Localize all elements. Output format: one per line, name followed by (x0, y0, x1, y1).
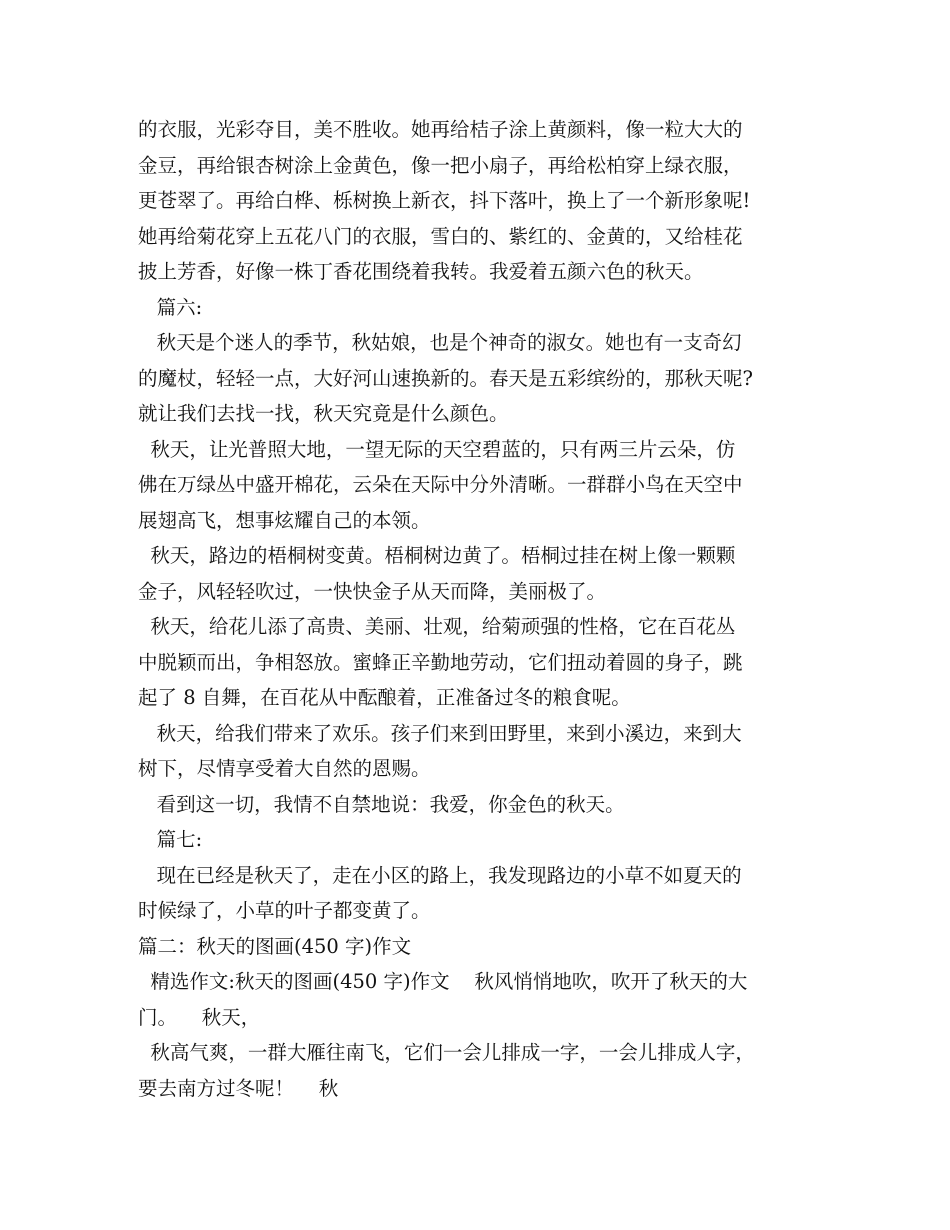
text-line: 就让我们去找一找，秋天究竟是什么颜色。 (138, 402, 509, 425)
text-line: 要去南方过冬呢！ 秋 (138, 1076, 339, 1100)
text-line: 精选作文:秋天的图画(450 字)作文 秋风悄悄地吹，吹开了秋天的大 (138, 970, 748, 993)
text-line: 树下，尽情享受着大自然的恩赐。 (138, 757, 431, 780)
text-line: 中脱颖而出，争相怒放。蜜蜂正辛勤地劳动，它们扭动着圆的身子，跳 (138, 650, 743, 674)
text-line: 秋天，给我们带来了欢乐。孩子们来到田野里，来到小溪边，来到大 (138, 721, 742, 745)
text-line: 看到这一切，我情不自禁地说：我爱，你金色的秋天。 (138, 792, 625, 816)
text-line: 秋天，路边的梧桐树变黄。梧桐树边黄了。梧桐过挂在树上像一颗颗 (138, 544, 736, 567)
text-line: 展翅高飞，想事炫耀自己的本领。 (138, 508, 431, 532)
text-line: 秋天，给花儿添了高贵、美丽、壮观，给菊顽强的性格，它在百花丛 (138, 615, 736, 638)
text-line: 金豆，再给银杏树涂上金黄色，像一把小扇子，再给松柏穿上绿衣服， (138, 153, 743, 177)
section-heading-2: 篇二：秋天的图画(450 字)作文 (138, 934, 412, 958)
section-heading-6: 篇六: (138, 295, 203, 319)
text-line: 现在已经是秋天了，走在小区的路上，我发现路边的小草不如夏天的 (138, 863, 742, 887)
text-line: 佛在万绿丛中盛开棉花，云朵在天际中分外清晰。一群群小鸟在天空中 (138, 473, 743, 496)
document-body (138, 112, 828, 1106)
text-line: 更苍翠了。再给白桦、栎树换上新衣，抖下落叶，换上了一个新形象呢! (138, 189, 751, 212)
text-line: 金子，风轻轻吹过，一快快金子从天而降，美丽极了。 (138, 579, 607, 603)
text-line: 时候绿了，小草的叶子都变黄了。 (138, 899, 431, 922)
section-heading-7: 篇七: (138, 828, 203, 851)
text-line: 起了 8 自舞，在百花从中酝酿着，正准备过冬的粮食呢。 (138, 686, 631, 709)
text-line: 秋天是个迷人的季节，秋姑娘，也是个神奇的淑女。她也有一支奇幻 (138, 331, 742, 354)
text-line: 的魔杖，轻轻一点，大好河山速换新的。春天是五彩缤纷的，那秋天呢? (138, 366, 753, 390)
text-line: 她再给菊花穿上五花八门的衣服，雪白的、紫红的、金黄的，又给桂花 (138, 224, 743, 248)
text-line: 门。 秋天， (138, 1005, 261, 1029)
text-line: 秋高气爽，一群大雁往南飞，它们一会儿排成一字，一会儿排成人字， (138, 1041, 755, 1064)
text-line: 披上芳香，好像一株丁香花围绕着我转。我爱着五颜六色的秋天。 (138, 260, 704, 283)
text-line: 的衣服，光彩夺目，美不胜收。她再给桔子涂上黄颜料，像一粒大大的 (138, 118, 743, 141)
text-line: 秋天，让光普照大地，一望无际的天空碧蓝的，只有两三片云朵，仿 (138, 437, 736, 461)
